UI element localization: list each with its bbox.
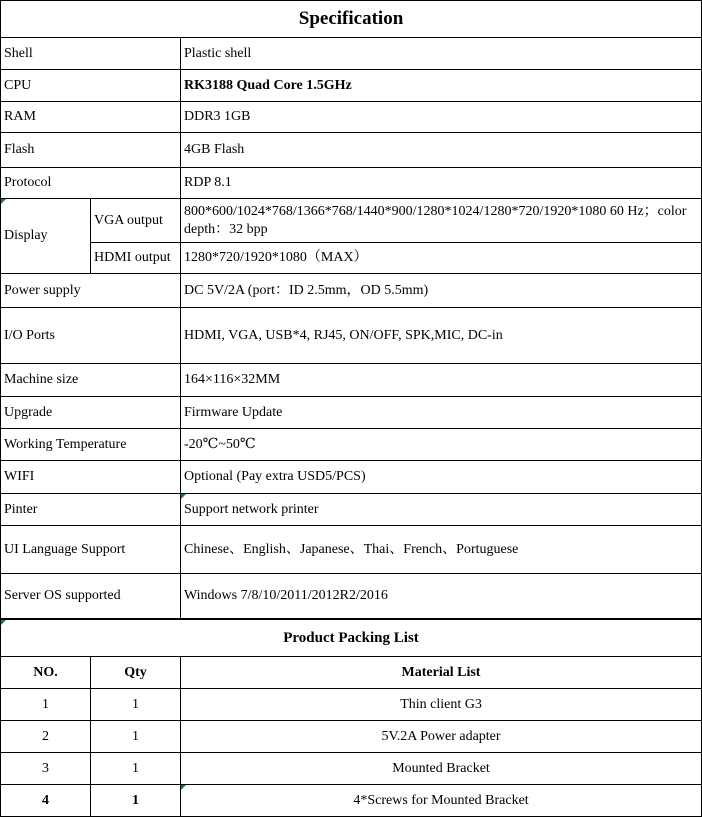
spec-value-shell: Plastic shell [181, 38, 702, 70]
spec-value-temp: -20℃~50℃ [181, 429, 702, 461]
spec-label-protocol: Protocol [1, 168, 181, 199]
table-row [1, 133, 702, 168]
item-material: 4*Screws for Mounted Bracket [181, 785, 702, 817]
spec-value-server-os: Windows 7/8/10/2011/2012R2/2016 [181, 574, 702, 619]
header-material: Material List [181, 657, 702, 689]
table-header-row [1, 657, 702, 689]
spec-value-power: DC 5V/2A (port：ID 2.5mm，OD 5.5mm) [181, 274, 702, 308]
spec-value-ram: DDR3 1GB [181, 102, 702, 133]
spec-label-shell: Shell [1, 38, 181, 70]
item-qty: 1 [91, 721, 181, 753]
table-row [1, 397, 702, 429]
table-row [1, 243, 702, 274]
table-row [1, 461, 702, 494]
spec-label-upgrade: Upgrade [1, 397, 181, 429]
spec-label-io: I/O Ports [1, 308, 181, 364]
table-row [1, 70, 702, 102]
spec-value-io: HDMI, VGA, USB*4, RJ45, ON/OFF, SPK,MIC, DC-in [181, 308, 702, 364]
packing-list-title: Product Packing List [1, 620, 702, 657]
table-row [1, 308, 702, 364]
item-no: 1 [1, 689, 91, 721]
spec-label-printer: Pinter [1, 494, 181, 526]
item-no: 2 [1, 721, 91, 753]
spec-label-flash: Flash [1, 133, 181, 168]
spec-value-printer: Support network printer [181, 494, 702, 526]
spec-label-hdmi: HDMI output [91, 243, 181, 274]
item-qty: 1 [91, 785, 181, 817]
table-row [1, 494, 702, 526]
table-row [1, 38, 702, 70]
header-no: NO. [1, 657, 91, 689]
packing-list-table [0, 619, 702, 817]
table-row [1, 526, 702, 574]
spec-value-vga: 800*600/1024*768/1366*768/1440*900/1280*1024/1280*720/1920*1080 60 Hz；color depth：32 bpp [181, 199, 702, 243]
table-row [1, 364, 702, 397]
spec-label-power: Power supply [1, 274, 181, 308]
spec-value-cpu: RK3188 Quad Core 1.5GHz [181, 70, 702, 102]
table-row [1, 574, 702, 619]
table-row [1, 721, 702, 753]
table-row [1, 168, 702, 199]
item-material: Mounted Bracket [181, 753, 702, 785]
table-row [1, 753, 702, 785]
item-material: 5V.2A Power adapter [181, 721, 702, 753]
table-row [1, 102, 702, 133]
spec-value-flash: 4GB Flash [181, 133, 702, 168]
header-qty: Qty [91, 657, 181, 689]
spec-value-wifi: Optional (Pay extra USD5/PCS) [181, 461, 702, 494]
spec-label-ui-language: UI Language Support [1, 526, 181, 574]
spec-label-wifi: WIFI [1, 461, 181, 494]
table-row [1, 689, 702, 721]
item-qty: 1 [91, 753, 181, 785]
item-material: Thin client G3 [181, 689, 702, 721]
spec-label-temp: Working Temperature [1, 429, 181, 461]
spec-value-ui-language: Chinese、English、Japanese、Thai、French、Portuguese [181, 526, 702, 574]
table-row [1, 785, 702, 817]
spec-label-server-os: Server OS supported [1, 574, 181, 619]
specification-title: Specification [1, 1, 702, 38]
spec-value-upgrade: Firmware Update [181, 397, 702, 429]
item-no: 3 [1, 753, 91, 785]
spec-value-hdmi: 1280*720/1920*1080（MAX） [181, 243, 702, 274]
spec-label-cpu: CPU [1, 70, 181, 102]
spec-label-size: Machine size [1, 364, 181, 397]
spec-value-protocol: RDP 8.1 [181, 168, 702, 199]
spec-label-ram: RAM [1, 102, 181, 133]
spec-label-display: Display [1, 199, 91, 274]
item-qty: 1 [91, 689, 181, 721]
spec-label-vga: VGA output [91, 199, 181, 243]
table-row [1, 199, 702, 243]
item-no: 4 [1, 785, 91, 817]
table-row [1, 429, 702, 461]
table-row [1, 274, 702, 308]
spec-value-size: 164×116×32MM [181, 364, 702, 397]
